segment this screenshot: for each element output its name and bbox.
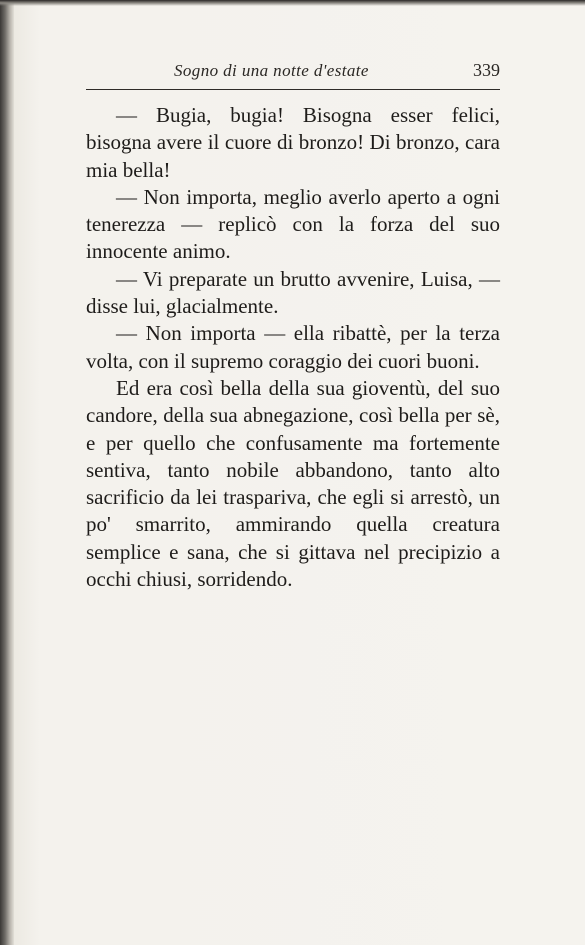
paragraph: — Non importa, meglio averlo aperto a ogni tenerezza — replicò con la forza del suo innocente animo. bbox=[86, 184, 500, 264]
paragraph: — Vi preparate un brutto avvenire, Luisa, — disse lui, glacialmente. bbox=[86, 266, 500, 319]
body-text bbox=[86, 102, 500, 593]
paragraph: — Non importa — ella ribattè, per la terza volta, con il supremo coraggio dei cuori buoni. bbox=[86, 321, 500, 373]
running-title: Sogno di una notte d'estate bbox=[174, 61, 369, 80]
page-header bbox=[86, 59, 500, 85]
page-top-edge bbox=[0, 0, 585, 6]
paragraph: — Bugia, bugia! Bisogna esser felici, bisogna avere il cuore di bronzo! Di bronzo, cara mia bella! bbox=[86, 103, 500, 182]
header-rule bbox=[86, 89, 500, 90]
page-binding-edge bbox=[0, 0, 14, 945]
page-number: 339 bbox=[473, 60, 500, 80]
paragraph: Ed era così bella della sua gioventù, del suo candore, della sua abnegazione, così bella per sè, e per quello che confusamente ma fortemente sentiva, tanto nobile abbandono, tanto alto sacrificio da lei traspariva, che egli si arrestò, un po' smarrito, ammirando quella creatura semplice e sana, che si gittava nel precipizio a occhi chiusi, sorridendo. bbox=[86, 375, 500, 592]
